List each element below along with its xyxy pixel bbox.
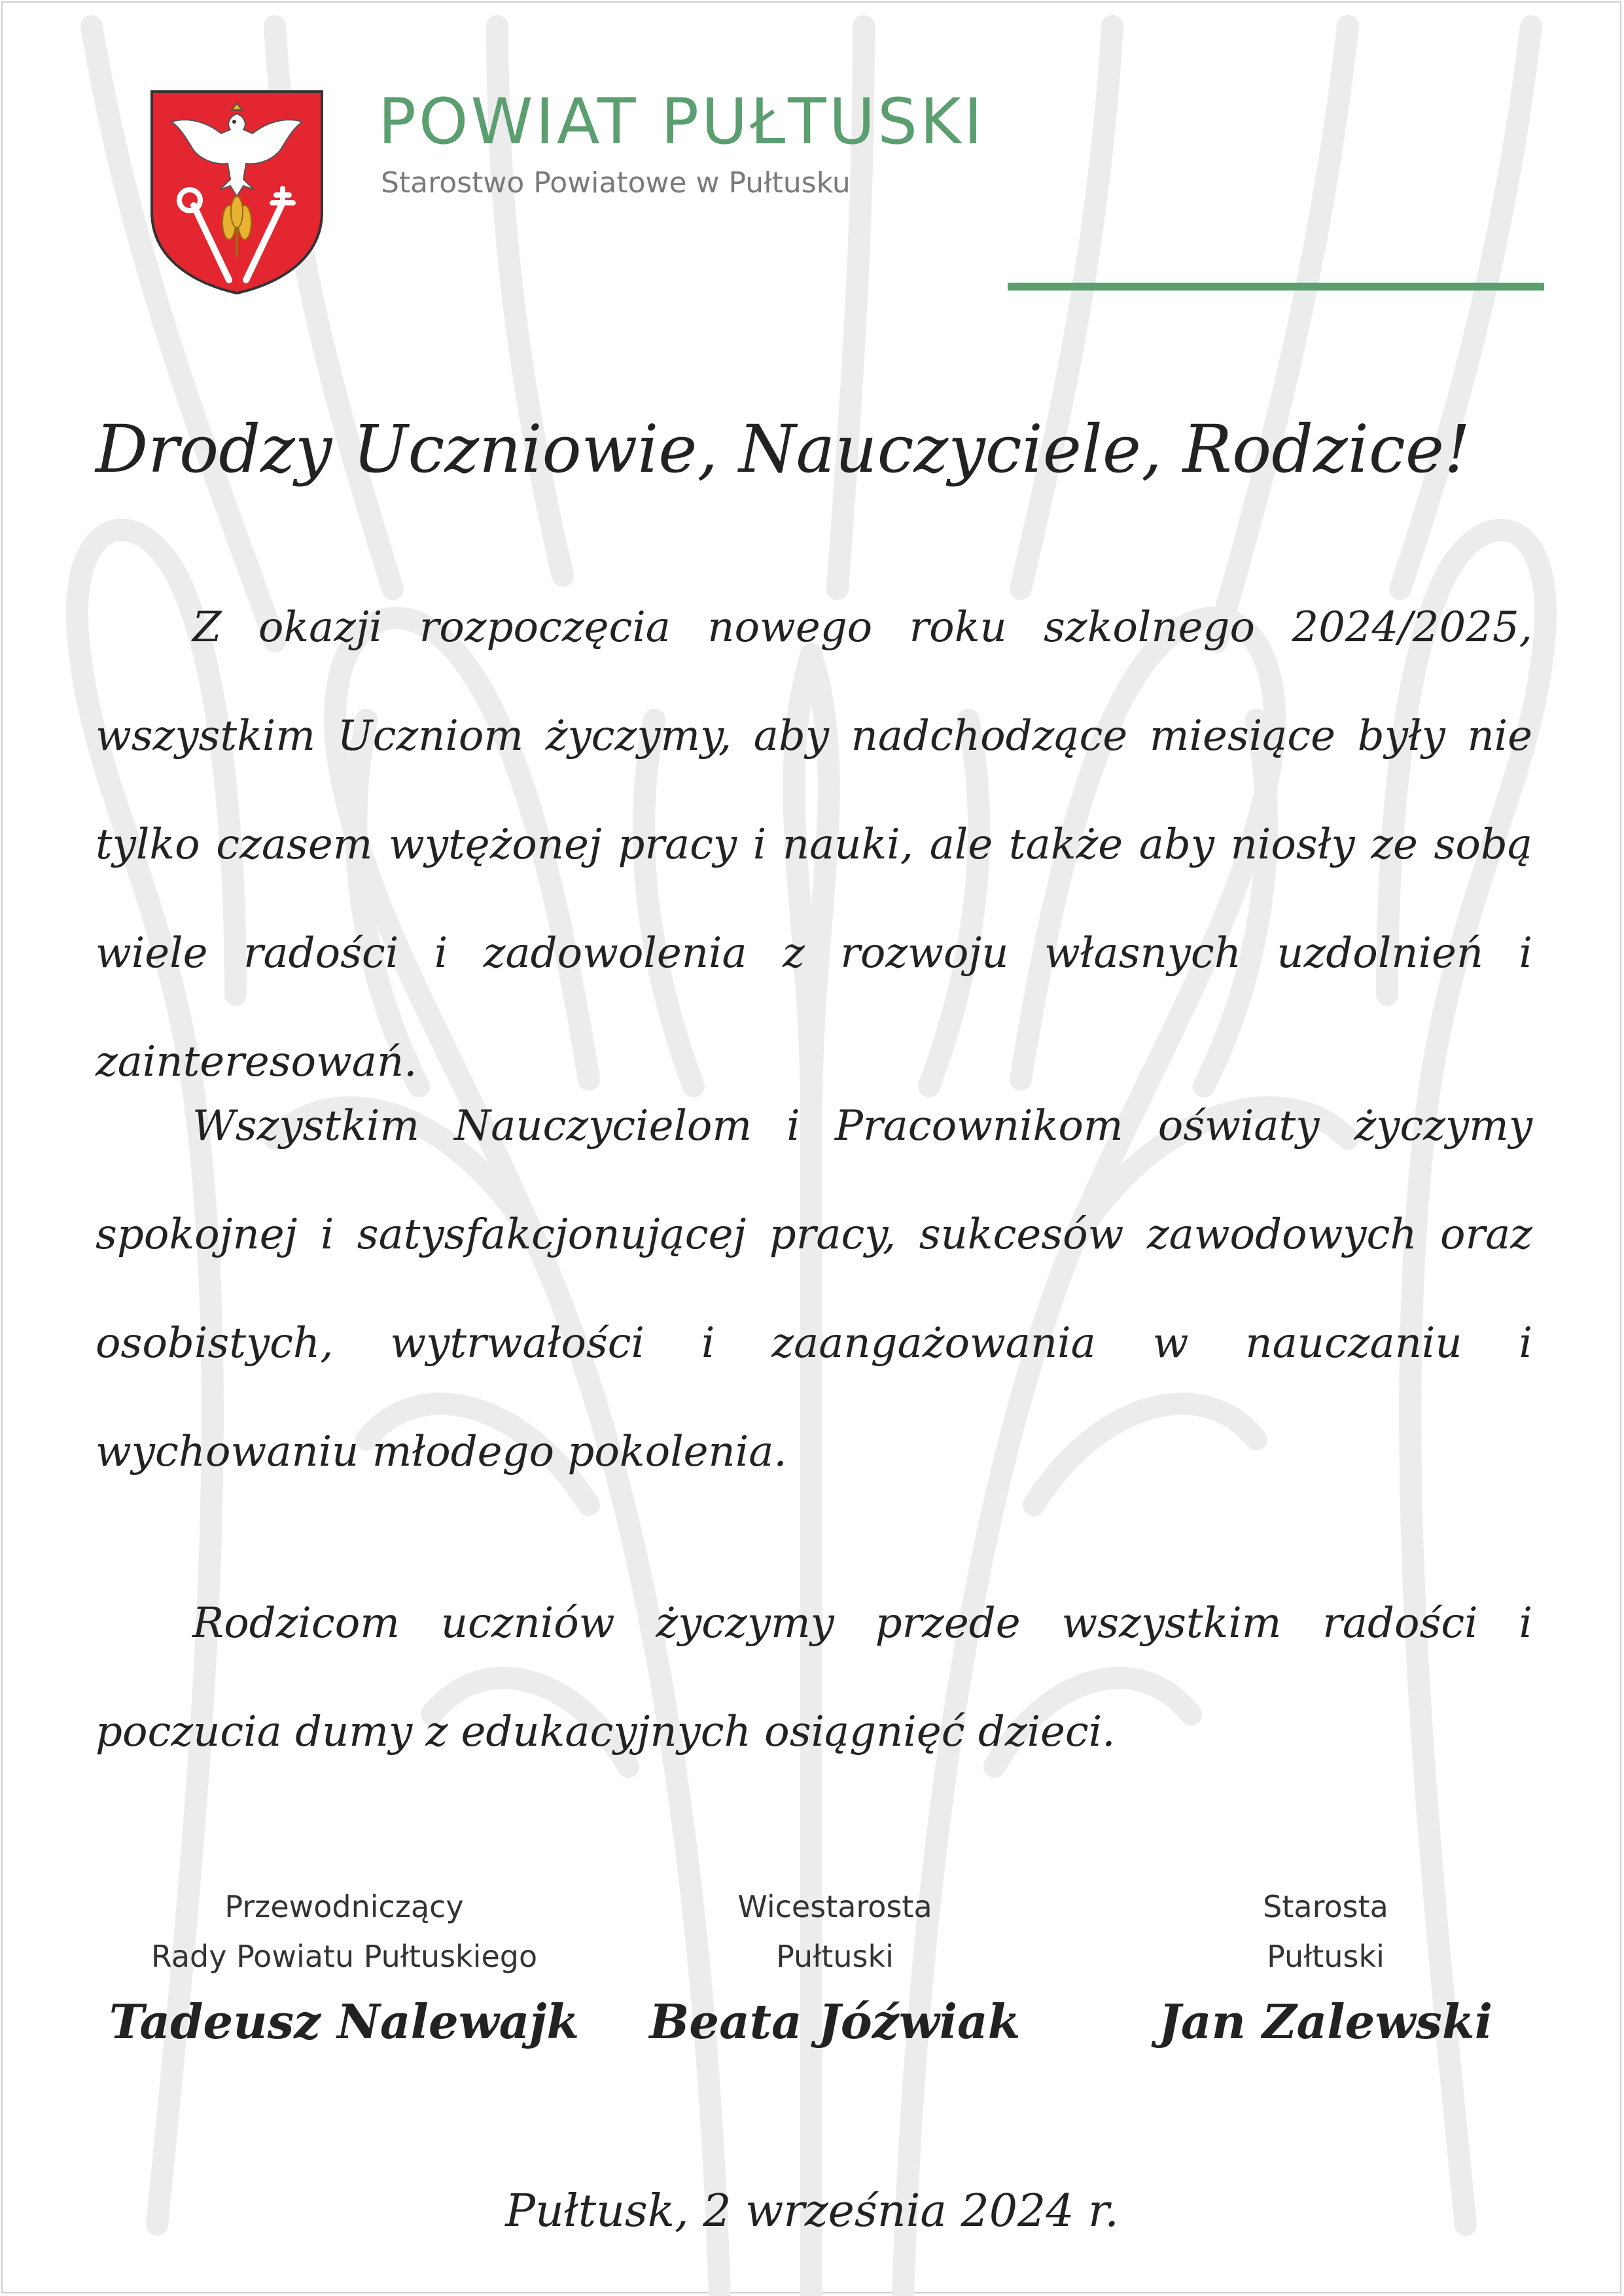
signatory-name: Beata Jóźwiak [649,1994,1021,2049]
letter-paragraph [96,1569,1532,1786]
letter-paragraph [96,573,1532,1116]
organization-subtitle: Starostwo Powiatowe w Pułtusku [381,166,851,200]
paragraph-text: Rodzicom uczniów życzymy przede wszystkim radości i poczucia dumy z edukacyjnych osiągnięć dzieci. [96,1599,1532,1756]
coat-of-arms-logo [148,88,326,296]
signature-block [1077,1882,1574,2049]
signature-block [96,1882,593,2049]
paragraph-text: Z okazji rozpoczęcia nowego roku szkolnego 2024/2025, wszystkim Uczniom życzymy, aby nadchodzące miesiące były nie tylko czasem wytężonej pracy i nauki, ale także aby niosły ze sobą wiele radości i zadowolenia z rozwoju własnych uzdolnień i zainteresowań. [96,603,1532,1086]
letter-greeting: Drodzy Uczniowie, Nauczyciele, Rodzice! [96,411,1471,487]
signatory-name: Jan Zalewski [1158,1994,1493,2049]
signatory-role: Pułtuski [776,1939,894,1974]
letter-paragraph [96,1072,1532,1506]
paragraph-text: Wszystkim Nauczycielom i Pracownikom oświaty życzymy spokojnej i satysfakcjonującej pracy, sukcesów zawodowych oraz osobistych, wytrwałości i zaangażowania w nauczaniu i wychowaniu młodego pokolenia. [96,1102,1532,1476]
organization-name: POWIAT PUŁTUSKI [378,85,985,158]
signatory-role: Pułtuski [1267,1939,1385,1974]
place-and-date: Pułtusk, 2 września 2024 r. [505,2185,1119,2237]
header-divider [1008,283,1544,291]
signatory-role: Rady Powiatu Pułtuskiego [150,1939,538,1974]
signature-block [586,1882,1084,2049]
signatory-name: Tadeusz Nalewajk [109,1994,580,2049]
signatory-role: Wicestarosta [737,1889,932,1924]
signatory-role: Starosta [1263,1889,1388,1924]
signatory-role: Przewodniczący [224,1889,464,1924]
